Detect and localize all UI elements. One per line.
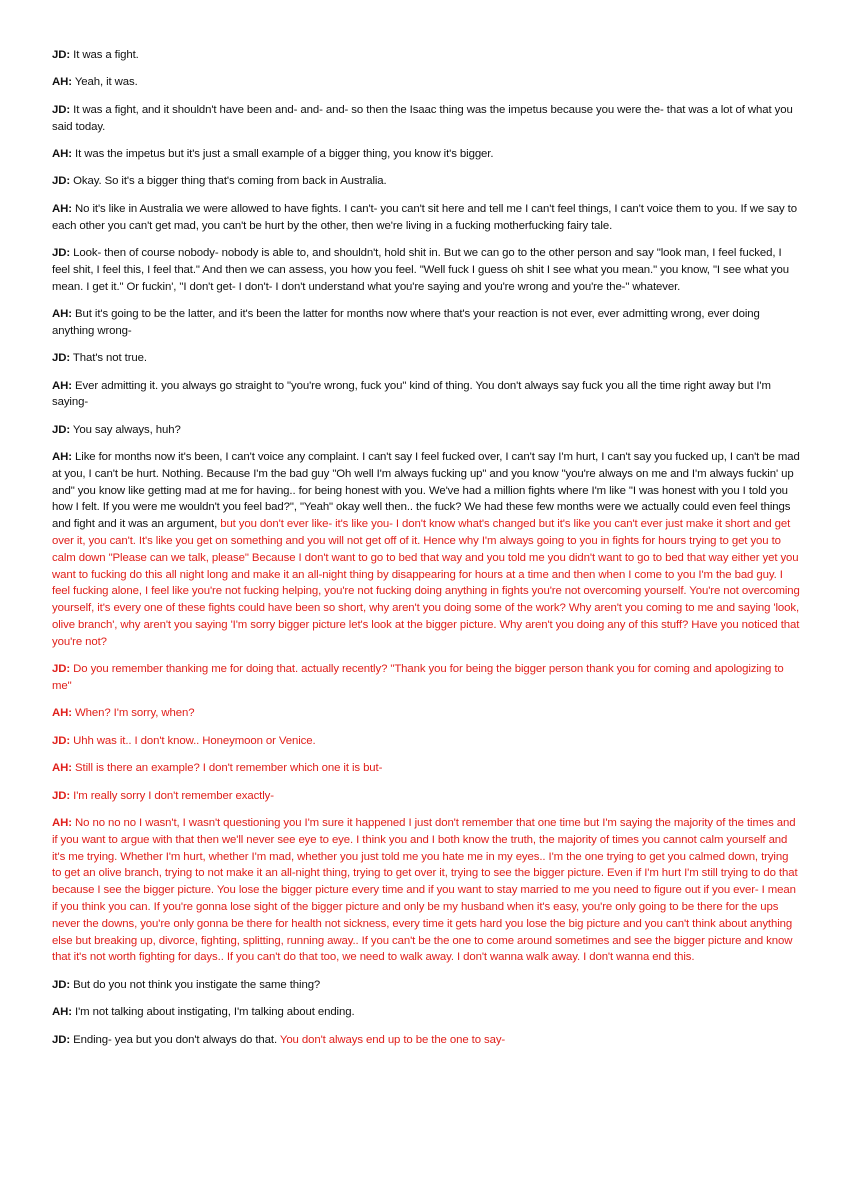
- speaker-label: AH:: [52, 762, 72, 775]
- transcript-paragraph: [52, 146, 800, 163]
- speaker-label: JD:: [52, 246, 71, 259]
- speaker-label: AH:: [52, 379, 72, 392]
- transcript-paragraph: [52, 1032, 800, 1049]
- speaker-label: AH:: [52, 451, 72, 464]
- utterance-text: Like for months now it's been, I can't voice any complaint. I can't say I feel fucked over, I can't say I'm hurt, I can't say you fucked up, I can't be mad at you, I can't be hurt. Nothing. Because I'm the bad guy "Oh well I'm always fucking up" and you know "you're always on me and I'm always fuckin' up and" you know like getting mad at me for having.. for being honest with you. We've had a million fights where I'm like "I was honest with you I told you how I felt. If you were me wouldn't you feel bad?", "Yeah" okay well then.. the fuck? We had these few months were we actually could even feel things and fight and it was an argument,: [52, 451, 800, 531]
- transcript-paragraph: [52, 378, 800, 412]
- transcript-document: [52, 47, 800, 1059]
- highlighted-utterance: You don't always end up to be the one to say-: [279, 1033, 506, 1046]
- transcript-paragraph: [52, 306, 800, 340]
- speaker-label: AH:: [52, 1006, 72, 1019]
- speaker-label: AH:: [52, 707, 72, 720]
- speaker-label: AH:: [52, 202, 72, 215]
- utterance-text: That's not true.: [72, 352, 147, 365]
- speaker-label: JD:: [52, 49, 71, 61]
- transcript-paragraph: [52, 102, 800, 136]
- utterance-text: It was a fight.: [73, 49, 139, 61]
- transcript-paragraph: [52, 977, 800, 994]
- speaker-label: JD:: [52, 423, 71, 436]
- highlighted-utterance: Uhh was it.. I don't know.. Honeymoon or Venice.: [73, 734, 316, 747]
- transcript-paragraph: [52, 201, 800, 235]
- transcript-paragraph: [52, 74, 800, 91]
- utterance-text: Ending- yea but you don't always do that.: [73, 1033, 280, 1046]
- speaker-label: AH:: [52, 76, 72, 89]
- transcript-paragraph: [52, 47, 800, 64]
- utterance-text: Look- then of course nobody- nobody is able to, and shouldn't, hold shit in. But we can go to the other person and say "look man, I feel fucked, I feel shit, I feel this, I feel that." And then we can assess, you how you feel. "Well fuck I guess oh shit I see what you mean." you know, "I see what you mean. I get it." Or fuckin', "I don't get- I don't- I don't understand what you're saying and you're wrong and you're the-" whatever.: [52, 246, 789, 293]
- highlighted-utterance: When? I'm sorry, when?: [75, 707, 195, 720]
- transcript-paragraph: [52, 173, 800, 190]
- transcript-paragraph: [52, 422, 800, 439]
- utterance-text: But it's going to be the latter, and it's been the latter for months now where that's your reaction is not ever, ever admitting wrong, ever doing anything wrong-: [52, 307, 760, 337]
- highlighted-utterance: but you don't ever like- it's like you- I don't know what's changed but it's like you can't ever just make it short and get over it, you can't. It's like you get on something and you will not get off of it. Hence why I'm always going to you in fights for hours trying to get you to calm down "Please can we talk, please" Because I don't want to go to bed that way and you told me you didn't want to go to bed that way either yet you want to fucking do this all night long and make it an all-night thing by disappearing for hours at a time and then when I come to you I'm the bad guy. I feel fucking alone, I feel like you're not fucking helping, you're not fucking doing anything in fights you're not overcoming yourself. You're not overcoming yourself, it's every one of these fights could have been so short, why aren't you doing some of the work? Why aren't you coming to me and saying 'look, olive branch', why aren't you saying 'I'm sorry bigger picture let's look at the bigger picture. Why aren't you doing any of this stuff? Have you noticed that you're not?: [52, 518, 800, 648]
- transcript-paragraph: [52, 1004, 800, 1021]
- speaker-label: JD:: [52, 734, 71, 747]
- speaker-label: JD:: [52, 352, 71, 365]
- highlighted-utterance: Still is there an example? I don't remember which one it is but-: [75, 762, 383, 775]
- highlighted-utterance: I'm really sorry I don't remember exactly-: [73, 789, 274, 802]
- utterance-text: You say always, huh?: [72, 423, 181, 436]
- speaker-label: JD:: [52, 175, 71, 188]
- transcript-paragraph: [52, 449, 800, 651]
- transcript-paragraph: [52, 788, 800, 805]
- transcript-paragraph: [52, 705, 800, 722]
- utterance-text: It was the impetus but it's just a small example of a bigger thing, you know it's bigger.: [75, 147, 494, 160]
- highlighted-utterance: Do you remember thanking me for doing that. actually recently? "Thank you for being the bigger person thank you for coming and apologizing to me": [52, 663, 784, 693]
- transcript-paragraph: [52, 760, 800, 777]
- utterance-text: I'm not talking about instigating, I'm talking about ending.: [75, 1006, 355, 1019]
- transcript-paragraph: [52, 245, 800, 295]
- utterance-text: Yeah, it was.: [74, 76, 138, 89]
- speaker-label: AH:: [52, 307, 72, 320]
- utterance-text: No it's like in Australia we were allowed to have fights. I can't- you can't sit here and tell me I can't feel things, I can't voice them to you. If we say to each other you can't get mad, you can't be hurt by the other, then we're living in a fucking motherfucking fairy tale.: [52, 202, 797, 232]
- speaker-label: JD:: [52, 789, 71, 802]
- utterance-text: But do you not think you instigate the same thing?: [73, 978, 321, 991]
- speaker-label: JD:: [52, 1033, 71, 1046]
- speaker-label: AH:: [52, 816, 72, 829]
- speaker-label: JD:: [52, 103, 71, 116]
- speaker-label: JD:: [52, 663, 71, 676]
- transcript-paragraph: [52, 661, 800, 695]
- utterance-text: Okay. So it's a bigger thing that's coming from back in Australia.: [73, 175, 387, 188]
- transcript-paragraph: [52, 350, 800, 367]
- transcript-paragraph: [52, 815, 800, 966]
- transcript-paragraph: [52, 733, 800, 750]
- utterance-text: Ever admitting it. you always go straight to "you're wrong, fuck you" kind of thing. You don't always say fuck you all the time right away but I'm saying-: [52, 379, 771, 409]
- highlighted-utterance: No no no no I wasn't, I wasn't questioning you I'm sure it happened I just don't remember that one time but I'm saying the majority of the times and if you want to argue with that then we'll never see eye to eye. I think you and I both know the truth, the majority of times you cannot calm yourself and it's me trying. Whether I'm hurt, whether I'm mad, whether you just told me you hate me in my eyes.. I'm the one trying to get you calmed down, trying to get an olive branch, trying to not make it an all-night thing, trying to get over it, trying to see the bigger picture. Even if I'm hurt I'm still trying to do that because I see the bigger picture. You lose the bigger picture every time and if you want to stay married to me you need to figure out if you ever- I mean if you think you can. If you're gonna lose sight of the bigger picture and only be my husband when it's easy, you're only going to be there for the ups never the downs, you're only gonna be there for health not sickness, every time it gets hard you lose the big picture and you can't think about anything else but breaking up, divorce, fighting, splitting, running away.. If you can't be the one to come around sometimes and see the bigger picture and know that it's not worth fighting for days.. If you can't do that too, we need to walk away. I don't wanna walk away. I don't wanna end this.: [52, 816, 798, 964]
- speaker-label: AH:: [52, 147, 72, 160]
- speaker-label: JD:: [52, 978, 71, 991]
- utterance-text: It was a fight, and it shouldn't have been and- and- and- so then the Isaac thing was the impetus because you were the- that was a lot of what you said today.: [52, 103, 793, 133]
